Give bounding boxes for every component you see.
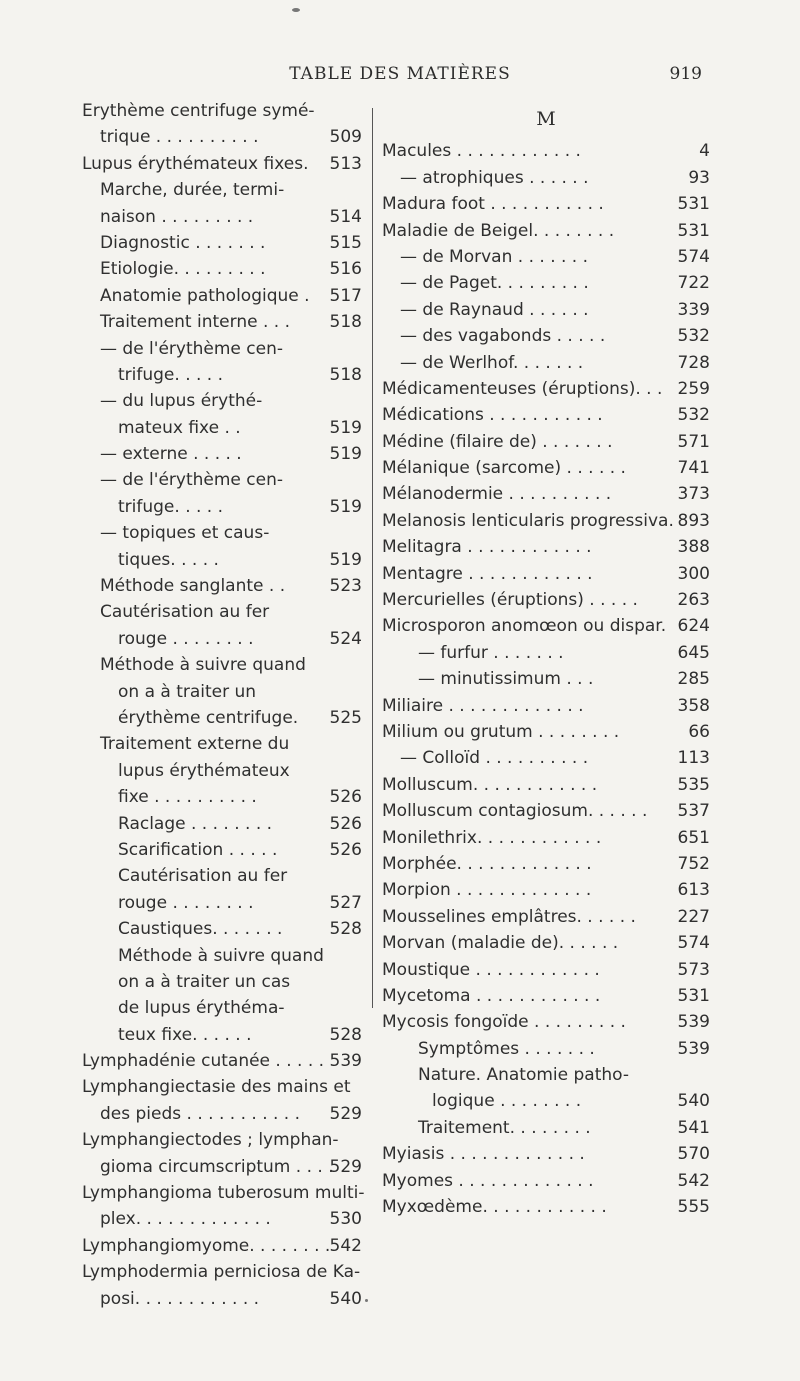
entry-page-number: 542 [677,1170,710,1191]
entry-page-number: 571 [677,431,710,452]
entry-page-number: 741 [677,458,710,479]
entry-text: Macules . . . . . . . . . . . . [382,141,581,162]
entry-text: Madura foot . . . . . . . . . . . [382,194,604,215]
index-entry [82,415,362,441]
entry-page-number: 285 [677,669,710,690]
index-entry [82,863,362,889]
entry-text: Raclage . . . . . . . . [118,813,273,834]
index-entry [382,772,710,798]
entry-page-number: 509 [329,127,362,148]
entry-text: Méthode à suivre quand [100,655,306,676]
entry-page-number: 514 [329,206,362,227]
index-entry [82,1074,362,1100]
entry-page-number: 531 [677,220,710,241]
section-letter: M [536,108,556,130]
index-entry [382,534,710,560]
index-entry [82,1259,362,1285]
entry-text: rouge . . . . . . . . [118,892,254,913]
entry-text: Médications . . . . . . . . . . . [382,405,603,426]
index-entry [382,1194,710,1220]
index-entry [382,1062,710,1088]
entry-text: — de l'érythème cen- [100,470,283,491]
page-number: 919 [669,64,702,84]
entry-text: on a à traiter un cas [118,971,291,992]
entry-text: trifuge. . . . . [118,364,224,385]
entry-text: Traitement interne . . . [100,312,290,333]
entry-text: Mentagre . . . . . . . . . . . . [382,563,593,584]
entry-page-number: 519 [329,496,362,517]
entry-page-number: 66 [688,721,710,742]
entry-page-number: 93 [688,167,710,188]
entry-text: Lymphangiectasie des mains et [82,1077,351,1098]
index-entry [382,851,710,877]
entry-page-number: 531 [677,194,710,215]
entry-page-number: 542 [329,1235,362,1256]
entry-text: Caustiques. . . . . . . [118,919,283,940]
entry-text: — du lupus érythé- [100,391,263,412]
index-entry [82,309,362,335]
entry-page-number: 540 [677,1091,710,1112]
index-entry [382,481,710,507]
entry-page-number: 752 [677,853,710,874]
entry-page-number: 526 [329,813,362,834]
entry-page-number: 113 [677,748,710,769]
entry-page-number: 529 [329,1156,362,1177]
entry-text: Lymphangioma tuberosum multi- [82,1183,365,1204]
entry-text: Etiologie. . . . . . . . . [100,259,266,280]
index-entry [382,930,710,956]
entry-page-number: 519 [329,444,362,465]
entry-text: Scarification . . . . . [118,839,278,860]
entry-page-number: 528 [329,1024,362,1045]
entry-page-number: 540 [329,1288,362,1309]
entry-text: — atrophiques . . . . . . [400,167,589,188]
entry-text: Marche, durée, termi- [100,180,285,201]
print-mark [292,8,300,12]
index-entry [82,124,362,150]
entry-page-number: 526 [329,839,362,860]
entry-page-number: 373 [677,484,710,505]
entry-text: Lymphangiomyome. . . . . . . . [82,1235,331,1256]
entry-text: Melitagra . . . . . . . . . . . . [382,537,592,558]
index-entry [82,837,362,863]
entry-text: Lupus érythémateux fixes. [82,153,309,174]
entry-text: tiques. . . . . [118,549,219,570]
index-entry [382,904,710,930]
entry-page-number: 535 [677,774,710,795]
entry-text: Mélanodermie . . . . . . . . . . [382,484,612,505]
entry-text: posi. . . . . . . . . . . . [100,1288,260,1309]
index-entry [382,1168,710,1194]
index-entry [82,204,362,230]
index-entry [82,890,362,916]
index-entry [382,587,710,613]
entry-page-number: 358 [677,695,710,716]
entry-page-number: 227 [677,906,710,927]
index-entry [382,613,710,639]
entry-text: Lymphodermia perniciosa de Ka- [82,1262,361,1283]
entry-page-number: 539 [677,1038,710,1059]
right-entries [382,138,710,1220]
entry-text: érythème centrifuge. [118,707,299,728]
entry-page-number: 523 [329,576,362,597]
index-entry [382,376,710,402]
print-speck [365,1299,368,1302]
index-entry [82,467,362,493]
index-entry [82,1286,362,1312]
entry-page-number: 645 [677,642,710,663]
entry-page-number: 516 [329,259,362,280]
entry-text: Méthode sanglante . . [100,576,286,597]
index-entry [82,336,362,362]
index-entry [82,520,362,546]
entry-text: Melanosis lenticularis progressiva. [382,510,674,531]
entry-text: — de Paget. . . . . . . . . [400,273,589,294]
entry-text: — de Raynaud . . . . . . [400,299,589,320]
entry-text: — minutissimum . . . [418,669,594,690]
entry-text: Milium ou grutum . . . . . . . . [382,721,620,742]
index-entry [82,784,362,810]
entry-text: Cautérisation au fer [118,866,288,887]
entry-page-number: 300 [677,563,710,584]
entry-page-number: 339 [677,299,710,320]
index-entry [382,825,710,851]
index-entry [382,244,710,270]
entry-text: Nature. Anatomie patho- [418,1065,629,1086]
index-entry [382,1115,710,1141]
entry-page-number: 524 [329,628,362,649]
entry-page-number: 624 [677,616,710,637]
entry-text: logique . . . . . . . . [432,1091,582,1112]
entry-page-number: 515 [329,232,362,253]
index-entry [82,705,362,731]
entry-page-number: 555 [677,1197,710,1218]
entry-page-number: 388 [677,537,710,558]
entry-text: Morpion . . . . . . . . . . . . . [382,880,592,901]
entry-page-number: 528 [329,919,362,940]
column-divider [372,108,373,1008]
index-entry [82,256,362,282]
entry-text: Mercurielles (éruptions) . . . . . [382,590,638,611]
entry-page-number: 728 [677,352,710,373]
index-entry [382,429,710,455]
index-entry [82,547,362,573]
index-entry [382,165,710,191]
index-entry [82,230,362,256]
entry-text: Mousselines emplâtres. . . . . . [382,906,636,927]
entry-text: — furfur . . . . . . . [418,642,564,663]
index-entry [382,297,710,323]
entry-page-number: 532 [677,405,710,426]
entry-text: Mélanique (sarcome) . . . . . . [382,458,626,479]
entry-page-number: 613 [677,880,710,901]
entry-page-number: 574 [677,933,710,954]
entry-page-number: 518 [329,364,362,385]
index-entry [382,719,710,745]
entry-text: Méthode à suivre quand [118,945,324,966]
entry-text: Erythème centrifuge symé- [82,101,315,121]
index-entry [382,323,710,349]
entry-page-number: 525 [329,707,362,728]
entry-text: mateux fixe . . [118,417,241,438]
entry-text: des pieds . . . . . . . . . . . [100,1103,301,1124]
entry-text: Diagnostic . . . . . . . [100,232,266,253]
entry-page-number: 529 [329,1103,362,1124]
index-entry [382,1141,710,1167]
index-entry [382,1009,710,1035]
index-entry [82,943,362,969]
index-entry [82,151,362,177]
entry-text: gioma circumscriptum . . . . [100,1156,334,1177]
index-entry [82,1154,362,1180]
entry-text: Myiasis . . . . . . . . . . . . . [382,1144,585,1165]
index-entry [382,666,710,692]
index-entry [382,957,710,983]
entry-text: — de Morvan . . . . . . . [400,246,589,267]
entry-text: Maladie de Beigel. . . . . . . . [382,220,615,241]
entry-text: Morphée. . . . . . . . . . . . . [382,853,592,874]
entry-page-number: 573 [677,959,710,980]
entry-text: Moustique . . . . . . . . . . . . [382,959,600,980]
entry-text: trifuge. . . . . [118,496,224,517]
entry-page-number: 526 [329,787,362,808]
entry-text: Mycetoma . . . . . . . . . . . . [382,985,601,1006]
entry-page-number: 259 [677,378,710,399]
entry-text: Molluscum contagiosum. . . . . . [382,801,648,822]
entry-page-number: 532 [677,326,710,347]
entry-page-number: 541 [677,1117,710,1138]
index-entry [82,811,362,837]
index-entry [382,350,710,376]
index-entry [82,969,362,995]
entry-text: Miliaire . . . . . . . . . . . . . [382,695,584,716]
index-entry [382,640,710,666]
entry-text: rouge . . . . . . . . [118,628,254,649]
index-entry [382,138,710,164]
entry-page-number: 574 [677,246,710,267]
index-entry [82,626,362,652]
index-entry [382,877,710,903]
index-entry [382,693,710,719]
index-entry [382,402,710,428]
index-entry [382,1088,710,1114]
entry-page-number: 519 [329,417,362,438]
entry-text: Cautérisation au fer [100,602,270,623]
entry-page-number: 527 [329,892,362,913]
entry-page-number: 518 [329,312,362,333]
entry-page-number: 539 [677,1012,710,1033]
entry-page-number: 513 [329,153,362,174]
entry-text: — de Werlhof. . . . . . . [400,352,584,373]
entry-text: Médicamenteuses (éruptions). . . [382,378,663,399]
index-entry [382,983,710,1009]
page-header [0,64,800,88]
entry-text: Traitement. . . . . . . . [418,1117,591,1138]
index-entry [382,455,710,481]
entry-page-number: 539 [329,1051,362,1072]
entry-text: Mycosis fongoïde . . . . . . . . . [382,1012,626,1033]
index-entry [82,362,362,388]
page-title: TABLE DES MATIÈRES [289,64,511,84]
index-entry [382,561,710,587]
index-entry [382,798,710,824]
index-entry [82,494,362,520]
index-entry [82,177,362,203]
entry-text: naison . . . . . . . . . [100,206,254,227]
entry-text: Morvan (maladie de). . . . . . [382,933,619,954]
index-entry [82,573,362,599]
entry-text: Myxœdème. . . . . . . . . . . . [382,1197,607,1218]
entry-text: Microsporon anomœon ou dispar. [382,616,667,637]
entry-text: teux fixe. . . . . . [118,1024,252,1045]
entry-text: Myomes . . . . . . . . . . . . . [382,1170,594,1191]
entry-text: — Colloïd . . . . . . . . . . [400,748,589,769]
entry-text: de lupus érythéma- [118,998,285,1019]
index-entry [382,1036,710,1062]
index-entry [382,270,710,296]
index-entry [82,283,362,309]
entry-text: — externe . . . . . [100,444,242,465]
index-entry [382,745,710,771]
index-entry [82,1048,362,1074]
index-entry [382,218,710,244]
entry-page-number: 651 [677,827,710,848]
index-entry [82,388,362,414]
right-index-column [382,98,710,1220]
entry-text: Lymphangiectodes ; lymphan- [82,1130,339,1151]
index-entry [382,191,710,217]
entry-page-number: 722 [677,273,710,294]
entry-text: lupus érythémateux [118,760,290,781]
entry-text: fixe . . . . . . . . . . [118,787,257,808]
index-entry [82,1101,362,1127]
entry-text: on a à traiter un [118,681,257,702]
entry-page-number: 517 [329,285,362,306]
index-entry [82,679,362,705]
entry-text: plex. . . . . . . . . . . . . [100,1209,271,1230]
entry-page-number: 893 [677,510,710,531]
entry-text: Lymphadénie cutanée . . . . . [82,1051,325,1072]
entry-text: Anatomie pathologique . [100,285,310,306]
index-entry [82,916,362,942]
index-entry [82,758,362,784]
entry-text: Traitement externe du [100,734,290,755]
index-entry [82,652,362,678]
index-entry [82,1127,362,1153]
entry-text: — des vagabonds . . . . . [400,326,606,347]
index-entry [82,995,362,1021]
index-entry [82,1206,362,1232]
index-entry [82,599,362,625]
index-entry [82,1180,365,1206]
entry-page-number: 263 [677,590,710,611]
entry-text: Monilethrix. . . . . . . . . . . . [382,827,602,848]
index-entry [82,731,362,757]
left-index-column [82,98,365,1312]
entry-page-number: 531 [677,985,710,1006]
entry-page-number: 570 [677,1144,710,1165]
entry-text: Molluscum. . . . . . . . . . . . [382,774,598,795]
entry-page-number: 519 [329,549,362,570]
index-entry [82,441,362,467]
entry-text: Symptômes . . . . . . . [418,1038,595,1059]
index-entry [82,1022,362,1048]
entry-page-number: 4 [699,141,710,162]
entry-text: trique . . . . . . . . . . [100,127,259,148]
entry-text: — de l'érythème cen- [100,338,283,359]
entry-text: Médine (filaire de) . . . . . . . [382,431,613,452]
entry-text: — topiques et caus- [100,523,270,544]
index-entry [82,98,362,124]
index-entry [82,1233,362,1259]
entry-page-number: 530 [329,1209,362,1230]
index-entry [382,508,710,534]
entry-page-number: 537 [677,801,710,822]
